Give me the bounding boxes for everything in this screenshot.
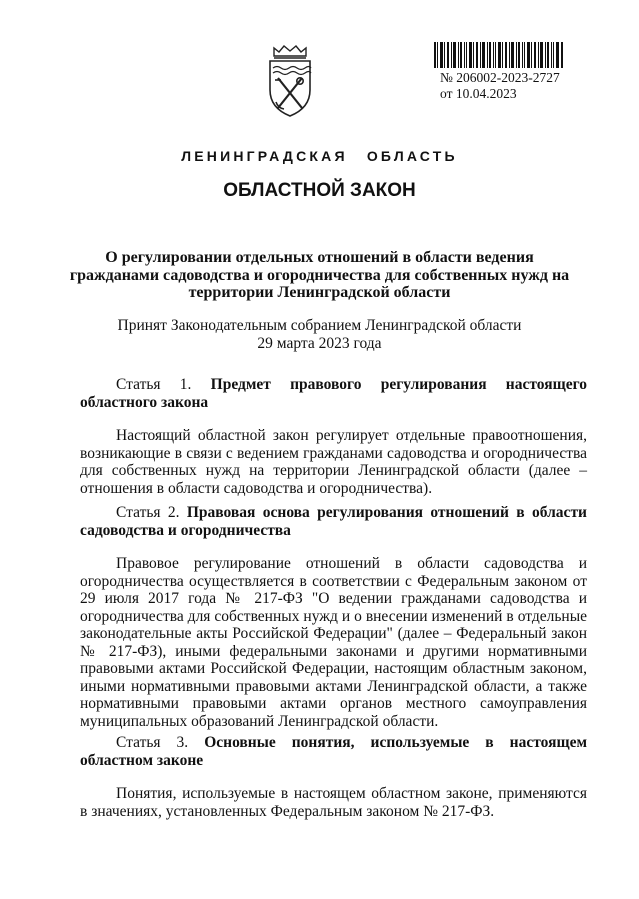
article-3 [80, 734, 587, 820]
coat-of-arms-icon [265, 44, 315, 118]
article-1-body: Настоящий областной закон регулирует отдельные правоотношения, возникающие в связи с ведением гражданами садоводства и огородничества для собственных нужд на территории Ленинградской области (далее – отношения в области садоводства и огородничества). [80, 427, 587, 497]
article-1-label: Статья 1. [116, 376, 192, 393]
article-2 [80, 504, 587, 730]
article-1-title: Предмет правового регулирования настоящего областного закона [80, 376, 587, 411]
adoption-date: 29 марта 2023 года [257, 334, 382, 352]
article-2-title: Правовая основа регулирования отношений в области садоводства и огородничества [80, 504, 587, 539]
article-1-heading [80, 376, 587, 411]
adoption-line-1: Принят Законодательным собранием Ленинградской области [117, 317, 522, 334]
article-3-label: Статья 3. [116, 734, 189, 751]
article-2-label: Статья 2. [116, 504, 180, 521]
article-2-body: Правовое регулирование отношений в области садоводства и огородничества осуществляется в соответствии с Федеральным законом от 29 июля 2017 года № 217-ФЗ "О ведении гражданами садоводства и огородничества для собственных нужд и о внесении изменений в отдельные законодательные акты Российской Федерации" (далее – Федеральный закон № 217-ФЗ), иными федеральными законами и другими нормативными правовыми актами Российской Федерации, настоящим областным законом, иными нормативными правовыми актами Ленинградской области, а также нормативными правовыми актами органов местного самоуправления муниципальных образований Ленинградской области. [80, 555, 587, 730]
article-3-title: Основные понятия, используемые в настоящем областном законе [80, 734, 588, 769]
region-title: ЛЕНИНГРАДСКАЯ ОБЛАСТЬ [181, 148, 458, 164]
article-2-heading [80, 504, 587, 539]
article-3-heading [80, 734, 587, 769]
article-3-body: Понятия, используемые в настоящем областном законе, применяются в значениях, установленных Федеральным законом № 217-ФЗ. [80, 785, 587, 820]
barcode-icon [434, 42, 564, 68]
law-title: О регулировании отдельных отношений в области ведения гражданами садоводства и огородничества для собственных нужд на территории Ленинградской области [69, 249, 570, 301]
article-1 [80, 376, 587, 497]
registration-number: № 206002-2023-2727 [440, 70, 560, 85]
registration-date: от 10.04.2023 [440, 86, 517, 101]
document-type: ОБЛАСТНОЙ ЗАКОН [223, 180, 416, 201]
adoption-note [60, 317, 579, 352]
